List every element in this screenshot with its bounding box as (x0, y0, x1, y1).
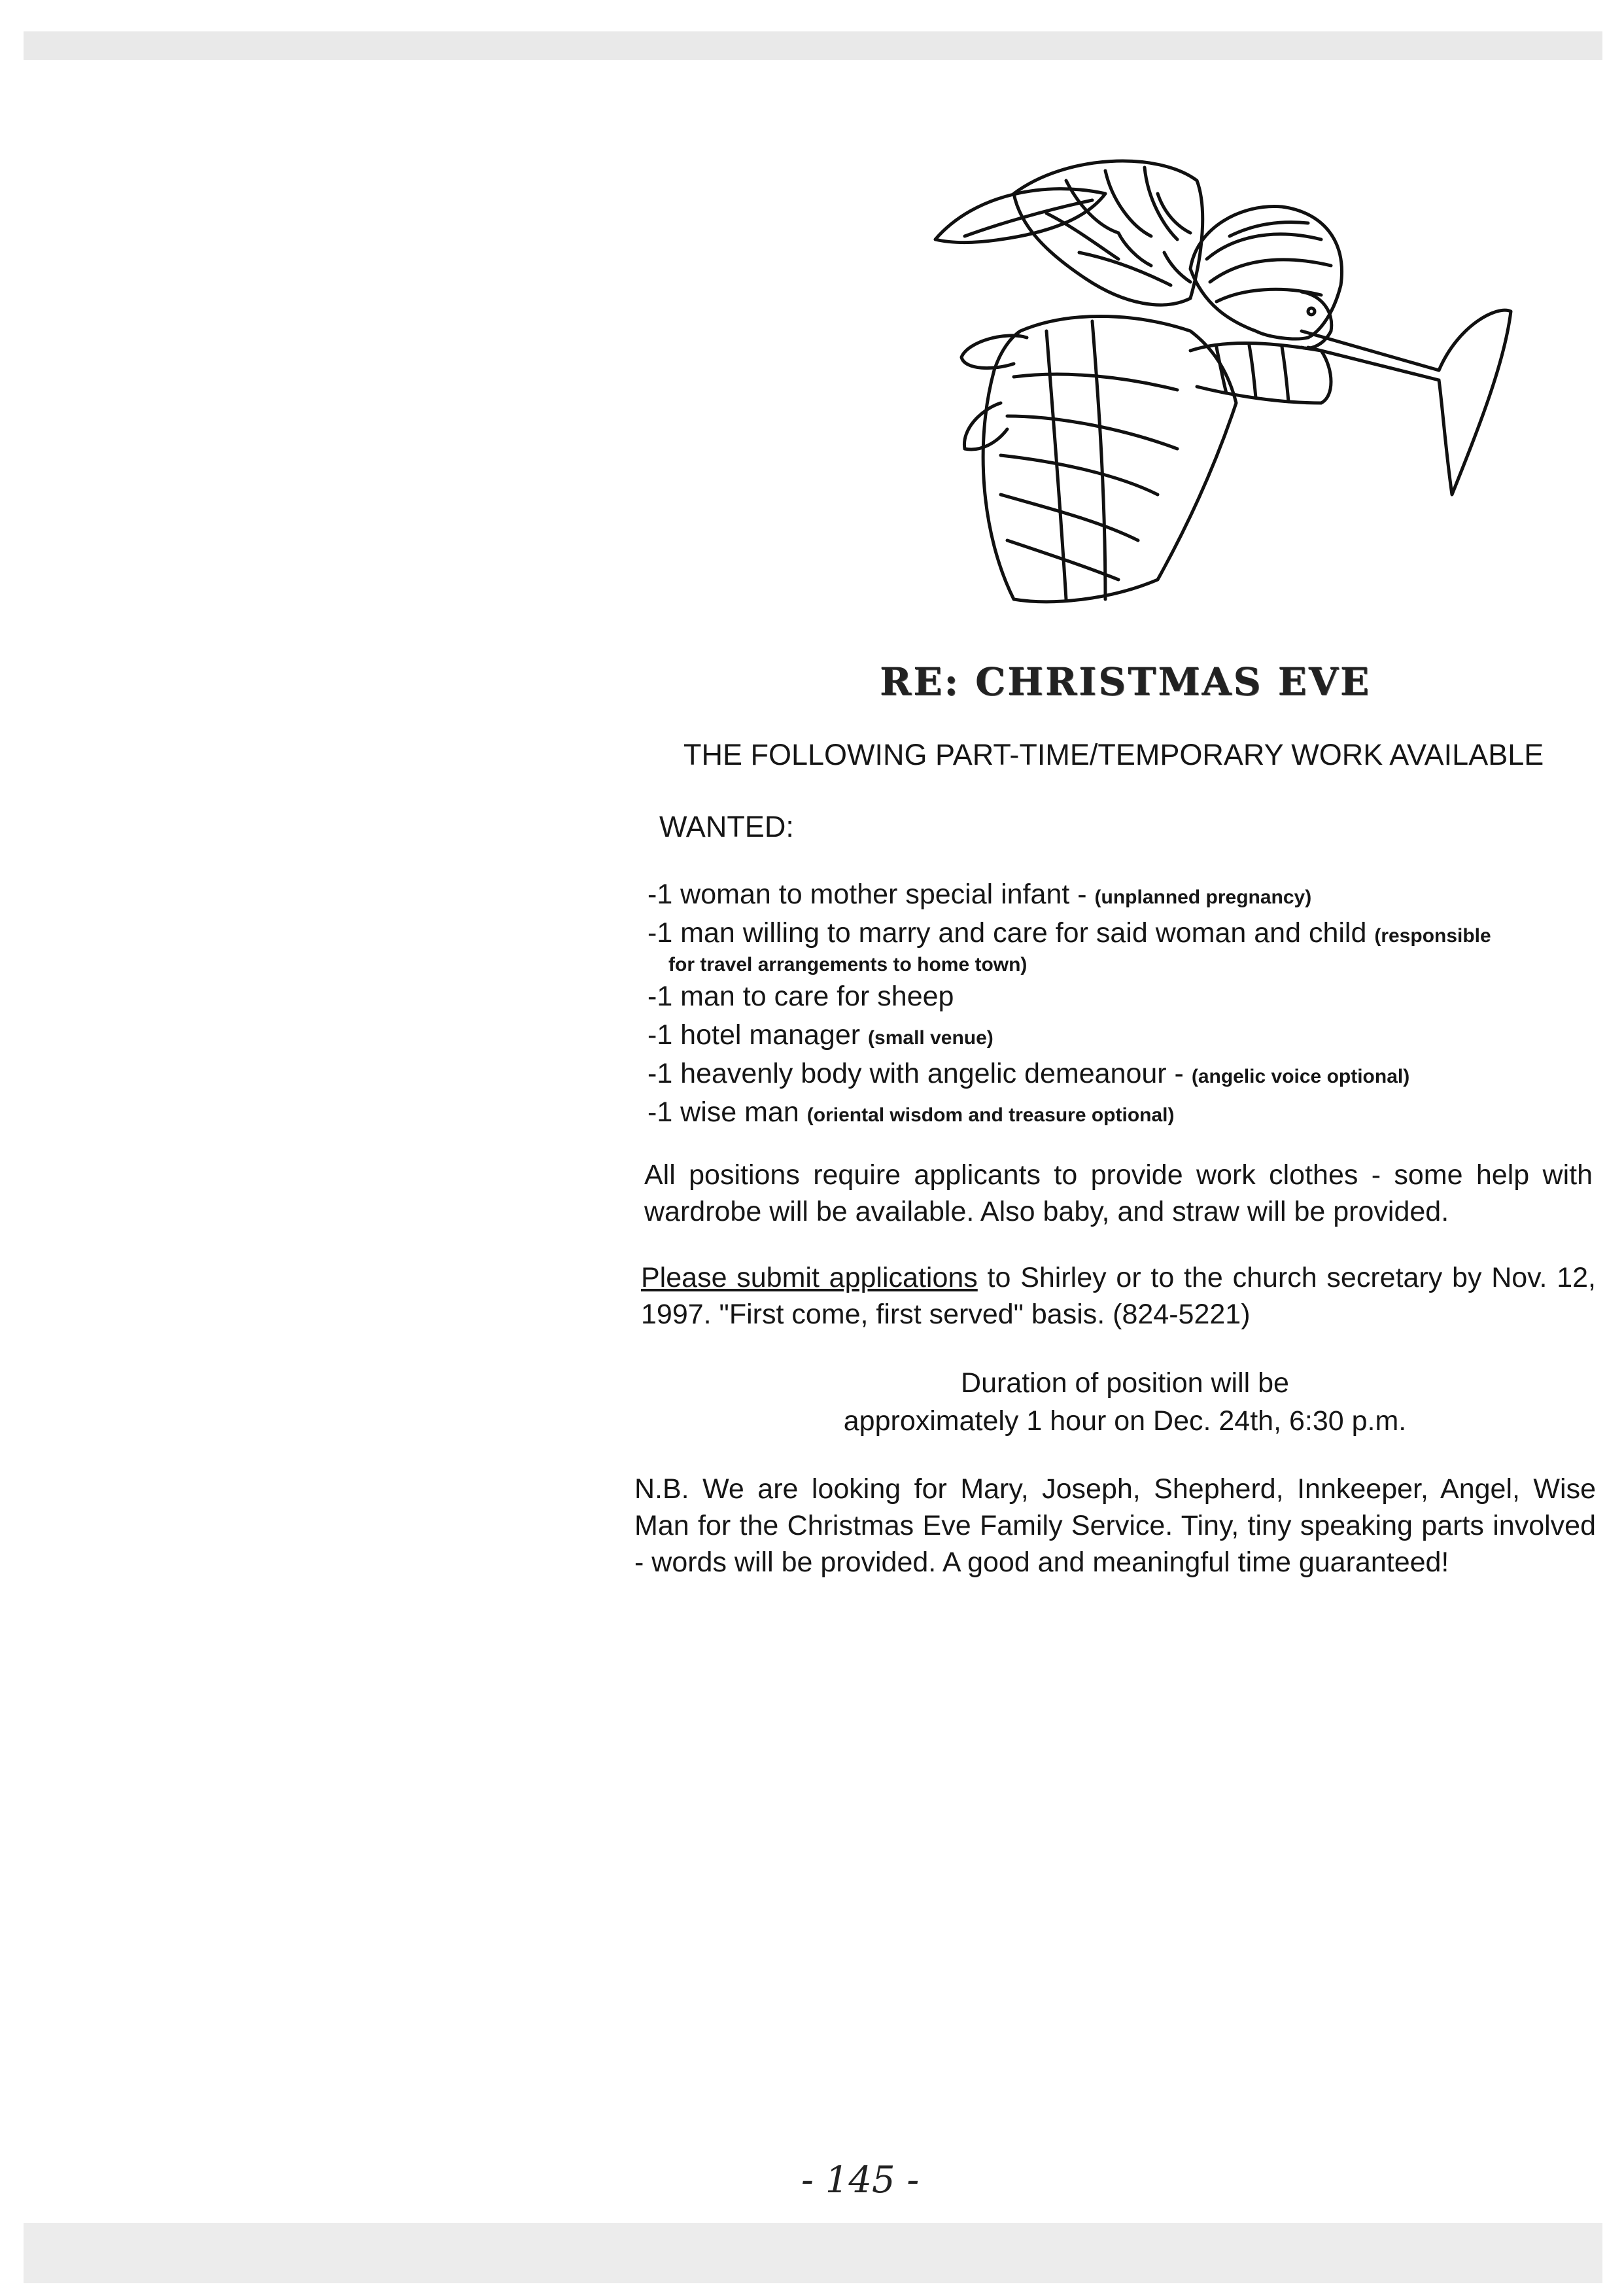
list-item: -1 heavenly body with angelic demeanour - (angelic voice optional) (648, 1058, 1410, 1089)
list-item: -1 woman to mother special infant - (unplanned pregnancy) (648, 879, 1312, 910)
page-number: - 145 - (801, 2159, 920, 2201)
headline: THE FOLLOWING PART-TIME/TEMPORARY WORK AVAILABLE (683, 738, 1544, 771)
wanted-label: WANTED: (659, 810, 794, 843)
scan-border-top (24, 31, 1602, 60)
list-item: -1 man willing to marry and care for said woman and child (responsible for travel arrangements to home town) (648, 917, 1491, 975)
angel-with-trumpet-icon (850, 154, 1530, 639)
submit-paragraph (641, 1259, 1596, 1333)
submit-underlined: Please submit applications (641, 1262, 978, 1293)
nb-paragraph: N.B. We are looking for Mary, Joseph, Shepherd, Innkeeper, Angel, Wise Man for the Christmas Eve Family Service. Tiny, tiny speaking parts involved - words will be provided. A good and meaningful time guaranteed! (634, 1473, 1596, 1578)
duration-line-1: Duration of position will be (961, 1367, 1289, 1399)
submit-rest: to Shirley or to the church secretary by Nov. 12, 1997. "First come, first served" basis. (824-5221) (641, 1262, 1596, 1330)
list-item: -1 man to care for sheep (648, 981, 954, 1012)
wardrobe-paragraph: All positions require applicants to provide work clothes - some help with wardrobe will be available. Also baby, and straw will be provided. (644, 1159, 1593, 1227)
duration-block (719, 1364, 1530, 1440)
duration-line-2: approximately 1 hour on Dec. 24th, 6:30 p.m. (843, 1405, 1407, 1437)
list-item: -1 hotel manager (small venue) (648, 1019, 993, 1051)
positions-list (648, 877, 1609, 1133)
scan-border-bottom (24, 2223, 1602, 2283)
list-item: -1 wise man (oriental wisdom and treasure optional) (648, 1096, 1175, 1128)
page-title: RE: CHRISTMAS EVE (880, 659, 1372, 704)
